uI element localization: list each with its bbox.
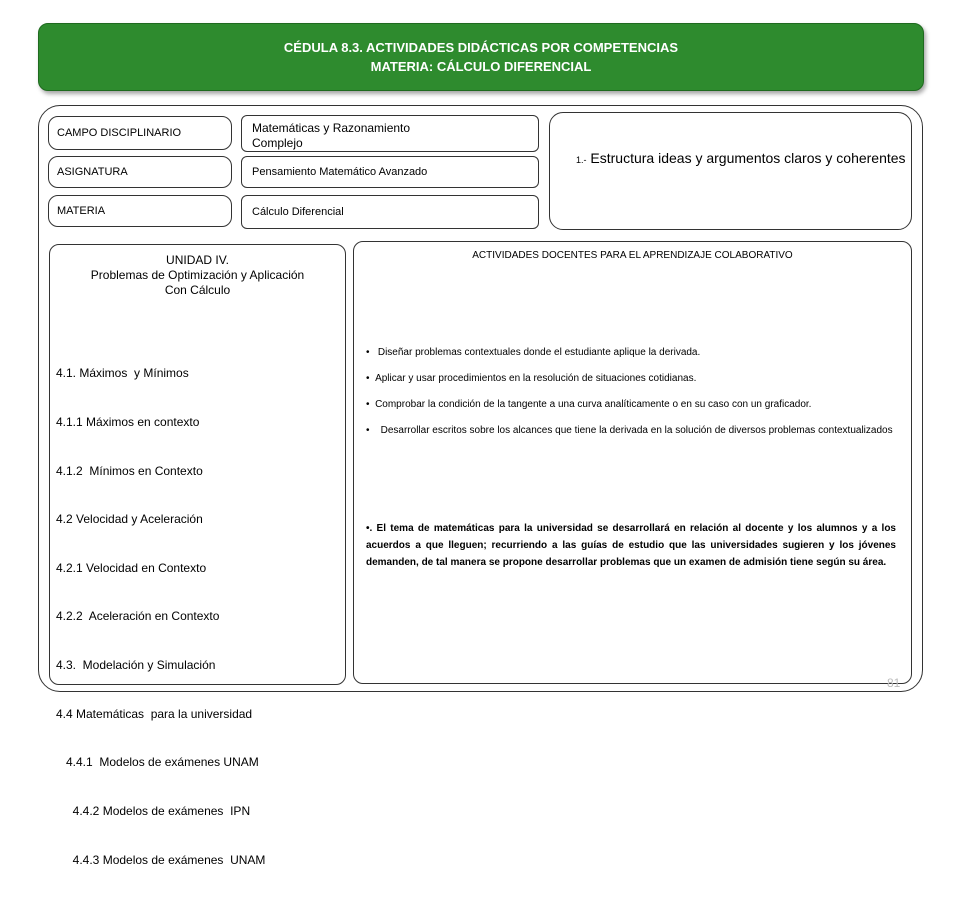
topic-item: 4.1. Máximos y Mínimos	[56, 366, 189, 381]
unidad-subtitle-line1: Problemas de Optimización y Aplicación	[90, 268, 305, 282]
bullet-icon: •	[366, 399, 376, 410]
header-subtitle: MATERIA: CÁLCULO DIFERENCIAL	[370, 59, 592, 74]
actividad-text: Comprobar la condición de la tangente a una curva analíticamente o en su caso con un graficador.	[375, 399, 812, 410]
topic-item: 4.4 Matemáticas para la universidad	[56, 706, 253, 721]
materia-value: Cálculo Diferencial	[252, 206, 344, 218]
unidad-box	[49, 244, 346, 867]
actividad-item	[366, 371, 896, 387]
topic-item: 4.3. Modelación y Simulación	[56, 658, 216, 673]
asignatura-label-box	[48, 156, 232, 188]
asignatura-value-box	[241, 156, 539, 188]
bullet-icon: •	[366, 347, 378, 358]
asignatura-value: Pensamiento Matemático Avanzado	[252, 166, 428, 178]
actividades-title: ACTIVIDADES DOCENTES PARA EL APRENDIZAJE COLABORATIVO	[472, 250, 793, 261]
topic-item: 4.4.2 Modelos de exámenes IPN	[56, 803, 251, 818]
topic-item: 4.4.1 Modelos de exámenes UNAM	[56, 755, 259, 770]
competencia-text-block	[576, 149, 906, 169]
actividad-item	[366, 397, 896, 413]
asignatura-label: ASIGNATURA	[57, 166, 128, 178]
header-title: CÉDULA 8.3. ACTIVIDADES DIDÁCTICAS POR COMPETENCIAS	[283, 40, 679, 55]
topic-item: 4.2.2 Aceleración en Contexto	[56, 609, 220, 624]
topic-item: 4.2.1 Velocidad en Contexto	[56, 560, 207, 575]
campo-label: CAMPO DISCIPLINARIO	[57, 127, 182, 139]
actividad-text: Desarrollar escritos sobre los alcances que tiene la derivada en la solución de diversos problemas contextualizados	[380, 425, 893, 436]
campo-value-line2: Complejo	[252, 136, 303, 150]
unidad-subtitle-line2: Con Cálculo	[164, 283, 231, 297]
topic-item: 4.2 Velocidad y Aceleración	[56, 512, 203, 527]
actividades-list	[366, 345, 896, 446]
actividad-item	[366, 423, 896, 439]
campo-value-box	[241, 115, 539, 152]
actividades-note: •. El tema de matemáticas para la universidad se desarrollará en relación al docente y los alumnos y a los acuerdos a que lleguen; recurriendo a las guías de estudio que las universidades sugieren y los jóvenes demanden, de tal manera se propone desarrollar problemas que un examen de admisión tiene según su área.	[366, 523, 896, 568]
unidad-title: UNIDAD IV.	[166, 253, 229, 267]
unidad-heading	[50, 253, 345, 298]
bullet-icon: •	[366, 425, 381, 436]
actividad-text: Aplicar y usar procedimientos en la resolución de situaciones cotidianas.	[375, 373, 697, 384]
campo-label-box	[48, 116, 232, 150]
topic-item: 4.1.1 Máximos en contexto	[56, 415, 200, 430]
materia-value-box	[241, 195, 539, 229]
actividad-item	[366, 345, 896, 361]
page-number: 81	[887, 676, 901, 690]
actividades-box	[353, 241, 912, 684]
materia-label-box	[48, 195, 232, 227]
campo-value-line1: Matemáticas y Razonamiento	[252, 121, 411, 135]
competencia-number: 1.-	[576, 155, 587, 165]
competencia-text: Estructura ideas y argumentos claros y coherentes	[590, 150, 906, 166]
actividad-text: Diseñar problemas contextuales donde el estudiante aplique la derivada.	[377, 347, 701, 358]
materia-label: MATERIA	[57, 205, 106, 217]
topic-item: 4.1.2 Mínimos en Contexto	[56, 463, 203, 478]
competencia-box	[549, 112, 912, 230]
topic-item: 4.4.3 Modelos de exámenes UNAM	[56, 852, 266, 867]
header-banner	[38, 23, 924, 91]
topic-list	[56, 333, 265, 900]
bullet-icon: •	[366, 373, 376, 384]
